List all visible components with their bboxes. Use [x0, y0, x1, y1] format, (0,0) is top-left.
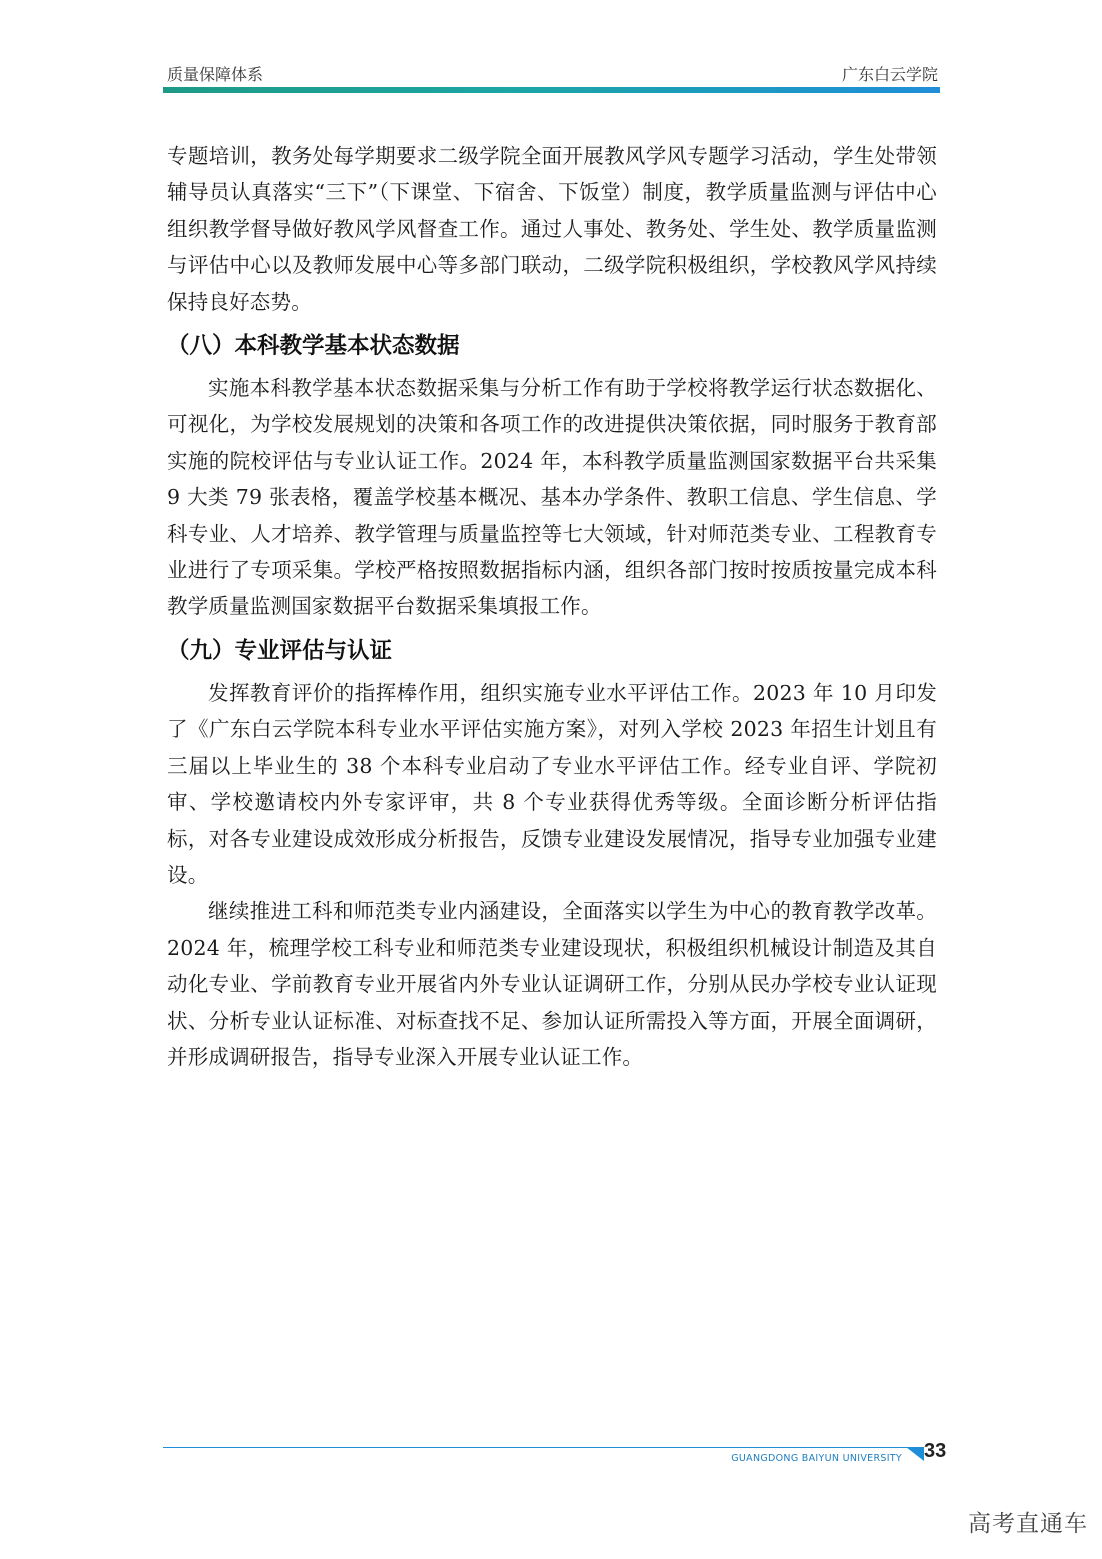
- watermark-text: 高考直通车: [968, 1511, 1088, 1537]
- page-content: [167, 138, 937, 1075]
- section-9-paragraph-2: 继续推进工科和师范类专业内涵建设，全面落实以学生为中心的教育教学改革。2024 年，梳理学校工科专业和师范类专业建设现状，积极组织机械设计制造及其自动化专业、学前教育专业开展省内外专业认证调研工作，分别从民办学校专业认证现状、分析专业认证标准、对标查找不足、参加认证所需投入等方面，开展全面调研，并形成调研报告，指导专业深入开展专业认证工作。: [167, 899, 937, 1069]
- header-gradient-bar: [163, 87, 940, 93]
- section-heading-8: （八）本科教学基本状态数据: [167, 333, 460, 360]
- footer-rule: [163, 1447, 908, 1448]
- page-header: [165, 58, 940, 88]
- page-number: 33: [924, 1440, 947, 1462]
- header-university-name: 广东白云学院: [841, 65, 938, 84]
- footer-university-name: GUANGDONG BAIYUN UNIVERSITY: [731, 1453, 902, 1464]
- footer-triangle-icon: [906, 1447, 924, 1461]
- section-9-paragraph-1: 发挥教育评价的指挥棒作用，组织实施专业水平评估工作。2023 年 10 月印发了《广东白云学院本科专业水平评估实施方案》，对列入学校 2023 年招生计划且有三届以上毕业生的 38 个本科专业启动了专业水平评估工作。经专业自评、学院初审、学校邀请校内外专家评审，共 8 个专业获得优秀等级。全面诊断分析评估指标，对各专业建设成效形成分析报告，反馈专业建设发展情况，指导专业加强专业建设。: [167, 680, 937, 887]
- intro-paragraph: 专题培训，教务处每学期要求二级学院全面开展教风学风专题学习活动，学生处带领辅导员认真落实“三下”（下课堂、下宿舍、下饭堂）制度，教学质量监测与评估中心组织教学督导做好教风学风督查工作。通过人事处、教务处、学生处、教学质量监测与评估中心以及教师发展中心等多部门联动，二级学院积极组织，学校教风学风持续保持良好态势。: [167, 144, 937, 314]
- section-8-paragraph: 实施本科教学基本状态数据采集与分析工作有助于学校将教学运行状态数据化、可视化，为学校发展规划的决策和各项工作的改进提供决策依据，同时服务于教育部实施的院校评估与专业认证工作。2024 年，本科教学质量监测国家数据平台共采集 9 大类 79 张表格，覆盖学校基本概况、基本办学条件、教职工信息、学生信息、学科专业、人才培养、教学管理与质量监控等七大领域，针对师范类专业、工程教育专业进行了专项采集。学校严格按照数据指标内涵，组织各部门按时按质按量完成本科教学质量监测国家数据平台数据采集填报工作。: [167, 376, 937, 619]
- section-heading-9: （九）专业评估与认证: [167, 637, 393, 664]
- header-section-title: 质量保障体系: [167, 65, 264, 84]
